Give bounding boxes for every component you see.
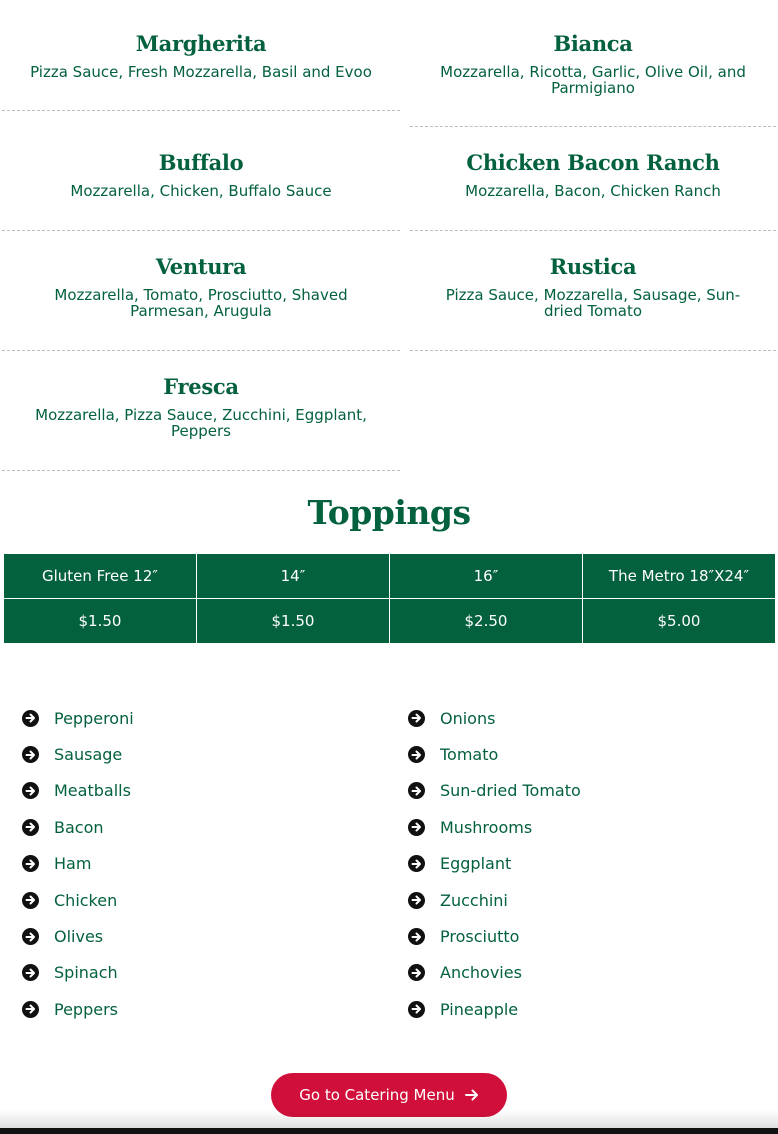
size-metro-18x24: The Metro 18″X24″: [583, 554, 776, 599]
price-table-price-row: [4, 599, 776, 644]
size-14: 14″: [197, 554, 390, 599]
topping-item: [22, 700, 134, 736]
menu-item-description: Mozzarella, Ricotta, Garlic, Olive Oil, and Parmigiano: [440, 63, 746, 97]
topping-label: Peppers: [54, 999, 118, 1019]
menu-item-bianca: [410, 0, 776, 127]
menu-item-name: Buffalo: [158, 150, 244, 175]
toppings-list-left: [22, 700, 134, 1028]
menu-item-rustica: [410, 231, 776, 351]
topping-item: [22, 918, 134, 954]
topping-label: Olives: [54, 927, 104, 947]
topping-label: Pepperoni: [54, 708, 134, 728]
toppings-list-right: [408, 700, 581, 1028]
arrow-circle-right-icon: [408, 819, 425, 836]
menu-item-description: Mozzarella, Tomato, Prosciutto, Shaved Parmesan, Arugula: [54, 286, 348, 320]
topping-item: [22, 736, 134, 772]
topping-label: Pineapple: [440, 999, 519, 1019]
topping-label: Ham: [54, 854, 92, 874]
price-14: $1.50: [197, 599, 390, 644]
topping-label: Meatballs: [54, 781, 131, 801]
topping-item: [22, 809, 134, 845]
footer-bar: [0, 1128, 778, 1134]
topping-label: Bacon: [54, 817, 104, 837]
menu-column-right: [410, 0, 776, 351]
menu-item-name: Rustica: [549, 254, 637, 279]
size-gluten-free-12: Gluten Free 12″: [4, 554, 197, 599]
arrow-circle-right-icon: [22, 782, 39, 799]
arrow-circle-right-icon: [22, 892, 39, 909]
menu-item-name: Ventura: [155, 254, 247, 279]
topping-item: [22, 773, 134, 809]
arrow-circle-right-icon: [22, 819, 39, 836]
arrow-circle-right-icon: [408, 964, 425, 981]
arrow-circle-right-icon: [408, 928, 425, 945]
topping-item: [408, 700, 581, 736]
topping-item: [22, 991, 134, 1027]
menu-item-fresca: [2, 351, 400, 471]
arrow-circle-right-icon: [408, 782, 425, 799]
menu-item-description: Mozzarella, Chicken, Buffalo Sauce: [70, 182, 332, 200]
menu-item-description: Pizza Sauce, Mozzarella, Sausage, Sun-dried Tomato: [445, 286, 741, 320]
topping-label: Anchovies: [440, 963, 522, 983]
topping-item: [408, 809, 581, 845]
topping-item: [408, 773, 581, 809]
topping-label: Mushrooms: [440, 817, 533, 837]
arrow-circle-right-icon: [408, 892, 425, 909]
price-gluten-free-12: $1.50: [4, 599, 197, 644]
menu-item-name: Bianca: [553, 31, 633, 56]
menu-item-ventura: [2, 231, 400, 351]
topping-item: [22, 955, 134, 991]
catering-menu-label: Go to Catering Menu: [299, 1086, 455, 1104]
topping-item: [408, 882, 581, 918]
topping-label: Chicken: [54, 890, 118, 910]
menu-item-description: Pizza Sauce, Fresh Mozzarella, Basil and Evoo: [30, 63, 372, 81]
toppings-title: Toppings: [307, 493, 471, 532]
topping-item: [408, 991, 581, 1027]
arrow-right-icon: [465, 1089, 479, 1101]
footer-shadow: [0, 1110, 778, 1128]
arrow-circle-right-icon: [22, 710, 39, 727]
price-table-header-row: [4, 554, 776, 599]
arrow-circle-right-icon: [408, 710, 425, 727]
topping-label: Tomato: [440, 745, 499, 765]
size-16: 16″: [390, 554, 583, 599]
arrow-circle-right-icon: [22, 746, 39, 763]
arrow-circle-right-icon: [22, 855, 39, 872]
price-metro-18x24: $5.00: [583, 599, 776, 644]
topping-item: [408, 736, 581, 772]
arrow-circle-right-icon: [22, 1001, 39, 1018]
arrow-circle-right-icon: [22, 964, 39, 981]
topping-item: [408, 918, 581, 954]
topping-item: [408, 955, 581, 991]
toppings-price-table: [3, 553, 776, 644]
arrow-circle-right-icon: [408, 746, 425, 763]
topping-label: Sausage: [54, 745, 123, 765]
menu-item-chicken-bacon-ranch: [410, 127, 776, 231]
topping-label: Eggplant: [440, 854, 512, 874]
menu-item-description: Mozzarella, Pizza Sauce, Zucchini, Eggplant, Peppers: [35, 406, 367, 440]
topping-label: Onions: [440, 708, 496, 728]
topping-label: Prosciutto: [440, 927, 520, 947]
topping-label: Zucchini: [440, 890, 508, 910]
menu-column-left: [2, 0, 400, 471]
price-16: $2.50: [390, 599, 583, 644]
arrow-circle-right-icon: [408, 855, 425, 872]
arrow-circle-right-icon: [408, 1001, 425, 1018]
menu-item-buffalo: [2, 111, 400, 231]
topping-item: [408, 846, 581, 882]
menu-item-name: Margherita: [135, 31, 267, 56]
arrow-circle-right-icon: [22, 928, 39, 945]
topping-item: [22, 846, 134, 882]
menu-item-name: Chicken Bacon Ranch: [466, 150, 720, 175]
menu-item-description: Mozzarella, Bacon, Chicken Ranch: [465, 182, 721, 200]
topping-item: [22, 882, 134, 918]
topping-label: Spinach: [54, 963, 118, 983]
menu-item-margherita: [2, 0, 400, 111]
topping-label: Sun-dried Tomato: [440, 781, 581, 801]
menu-item-name: Fresca: [163, 374, 239, 399]
